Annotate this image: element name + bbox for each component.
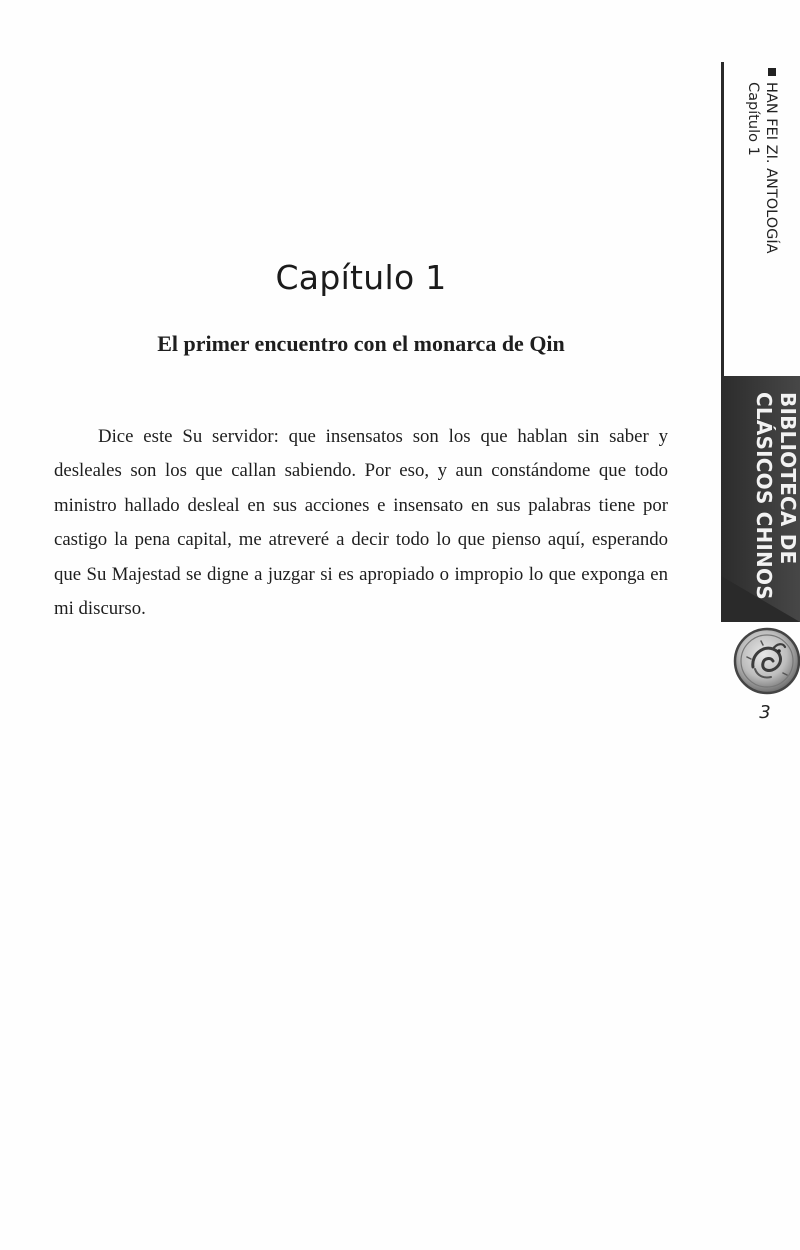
chapter-subtitle: El primer encuentro con el monarca de Qin [157,331,565,356]
running-head-book-title: HAN FEI ZI. ANTOLOGÍA [762,68,780,254]
square-bullet-icon [768,68,776,76]
chapter-title: Capítulo 1 [275,258,447,297]
running-head [734,68,780,288]
collection-tab [721,376,800,622]
dragon-medallion-icon [733,627,800,695]
page-number: 3 [759,702,771,723]
body-paragraph: Dice este Su servidor: que insensatos son los que hablan sin saber y desleales son los que callan sabiendo. Por eso, y aun constándome que todo ministro hallado desleal en sus acciones e insensato en sus palabras tiene por castigo la pena capital, me atreveré a decir todo lo que pienso aquí, esperando que Su Majestad se digne a juzgar si es apropiado o impropio lo que exponga en mi discurso. [54,426,668,620]
collection-tab-label: BIBLIOTECA DE CLÁSICOS CHINOS [752,392,800,600]
running-head-chapter: Capítulo 1 [745,82,761,156]
